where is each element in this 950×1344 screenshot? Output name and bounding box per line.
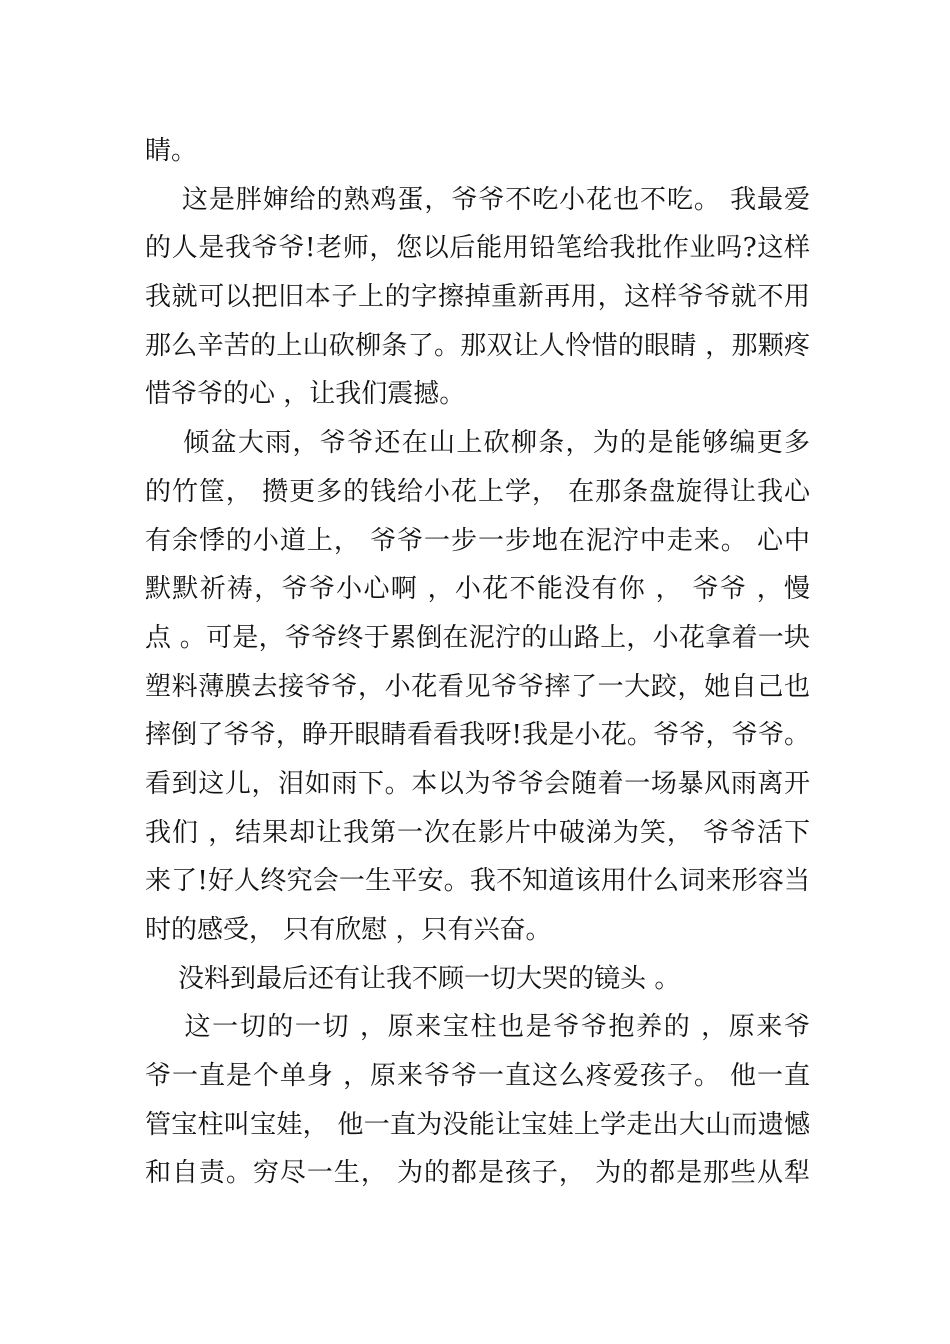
text-line: 管宝柱叫宝娃， 他一直为没能让宝娃上学走出大山而遗憾 xyxy=(145,1109,810,1140)
text-line: 我们 ，结果却让我第一次在影片中破涕为笑， 爷爷活下 xyxy=(145,817,810,848)
text-line: 塑料薄膜去接爷爷，小花看见爷爷摔了一大跤，她自己也 xyxy=(145,671,810,702)
text-line: 这是胖婶给的熟鸡蛋，爷爷不吃小花也不吃。 我最爱 xyxy=(145,184,810,215)
text-line: 看到这儿，泪如雨下。本以为爷爷会随着一场暴风雨离开 xyxy=(145,768,810,799)
text-line: 和自责。穷尽一生， 为的都是孩子， 为的都是那些从犁 xyxy=(145,1158,810,1189)
text-line: 有余悸的小道上， 爷爷一步一步地在泥泞中走来。 心中 xyxy=(145,525,810,556)
text-line: 睛。 xyxy=(145,136,198,166)
text-line: 倾盆大雨，爷爷还在山上砍柳条，为的是能够编更多 xyxy=(145,428,810,459)
text-line: 爷一直是个单身 ，原来爷爷一直这么疼爱孩子。 他一直 xyxy=(145,1061,810,1092)
text-line: 点 。可是，爷爷终于累倒在泥泞的山路上，小花拿着一块 xyxy=(145,622,810,653)
text-line: 的竹筐， 攒更多的钱给小花上学， 在那条盘旋得让我心 xyxy=(145,476,810,507)
text-line: 我就可以把旧本子上的字擦掉重新再用，这样爷爷就不用 xyxy=(145,282,810,313)
document-body xyxy=(145,127,810,1198)
text-line: 惜爷爷的心 ，让我们震撼。 xyxy=(145,379,466,410)
text-line: 摔倒了爷爷，睁开眼睛看看我呀!我是小花。爷爷，爷爷。 xyxy=(145,720,810,751)
text-line: 时的感受， 只有欣慰 ，只有兴奋。 xyxy=(145,915,552,945)
text-line: 默默祈祷，爷爷小心啊 ，小花不能没有你 ， 爷爷 ，慢 xyxy=(145,574,810,605)
text-line: 没料到最后还有让我不顾一切大哭的镜头 。 xyxy=(145,963,681,994)
text-line: 的人是我爷爷!老师，您以后能用铅笔给我批作业吗?这样 xyxy=(145,233,810,264)
text-line: 那么辛苦的上山砍柳条了。那双让人怜惜的眼睛 ，那颗疼 xyxy=(145,330,810,361)
text-line: 来了!好人终究会一生平安。我不知道该用什么词来形容当 xyxy=(145,866,810,897)
text-line: 这一切的一切 ，原来宝柱也是爷爷抱养的 ，原来爷 xyxy=(145,1012,810,1043)
